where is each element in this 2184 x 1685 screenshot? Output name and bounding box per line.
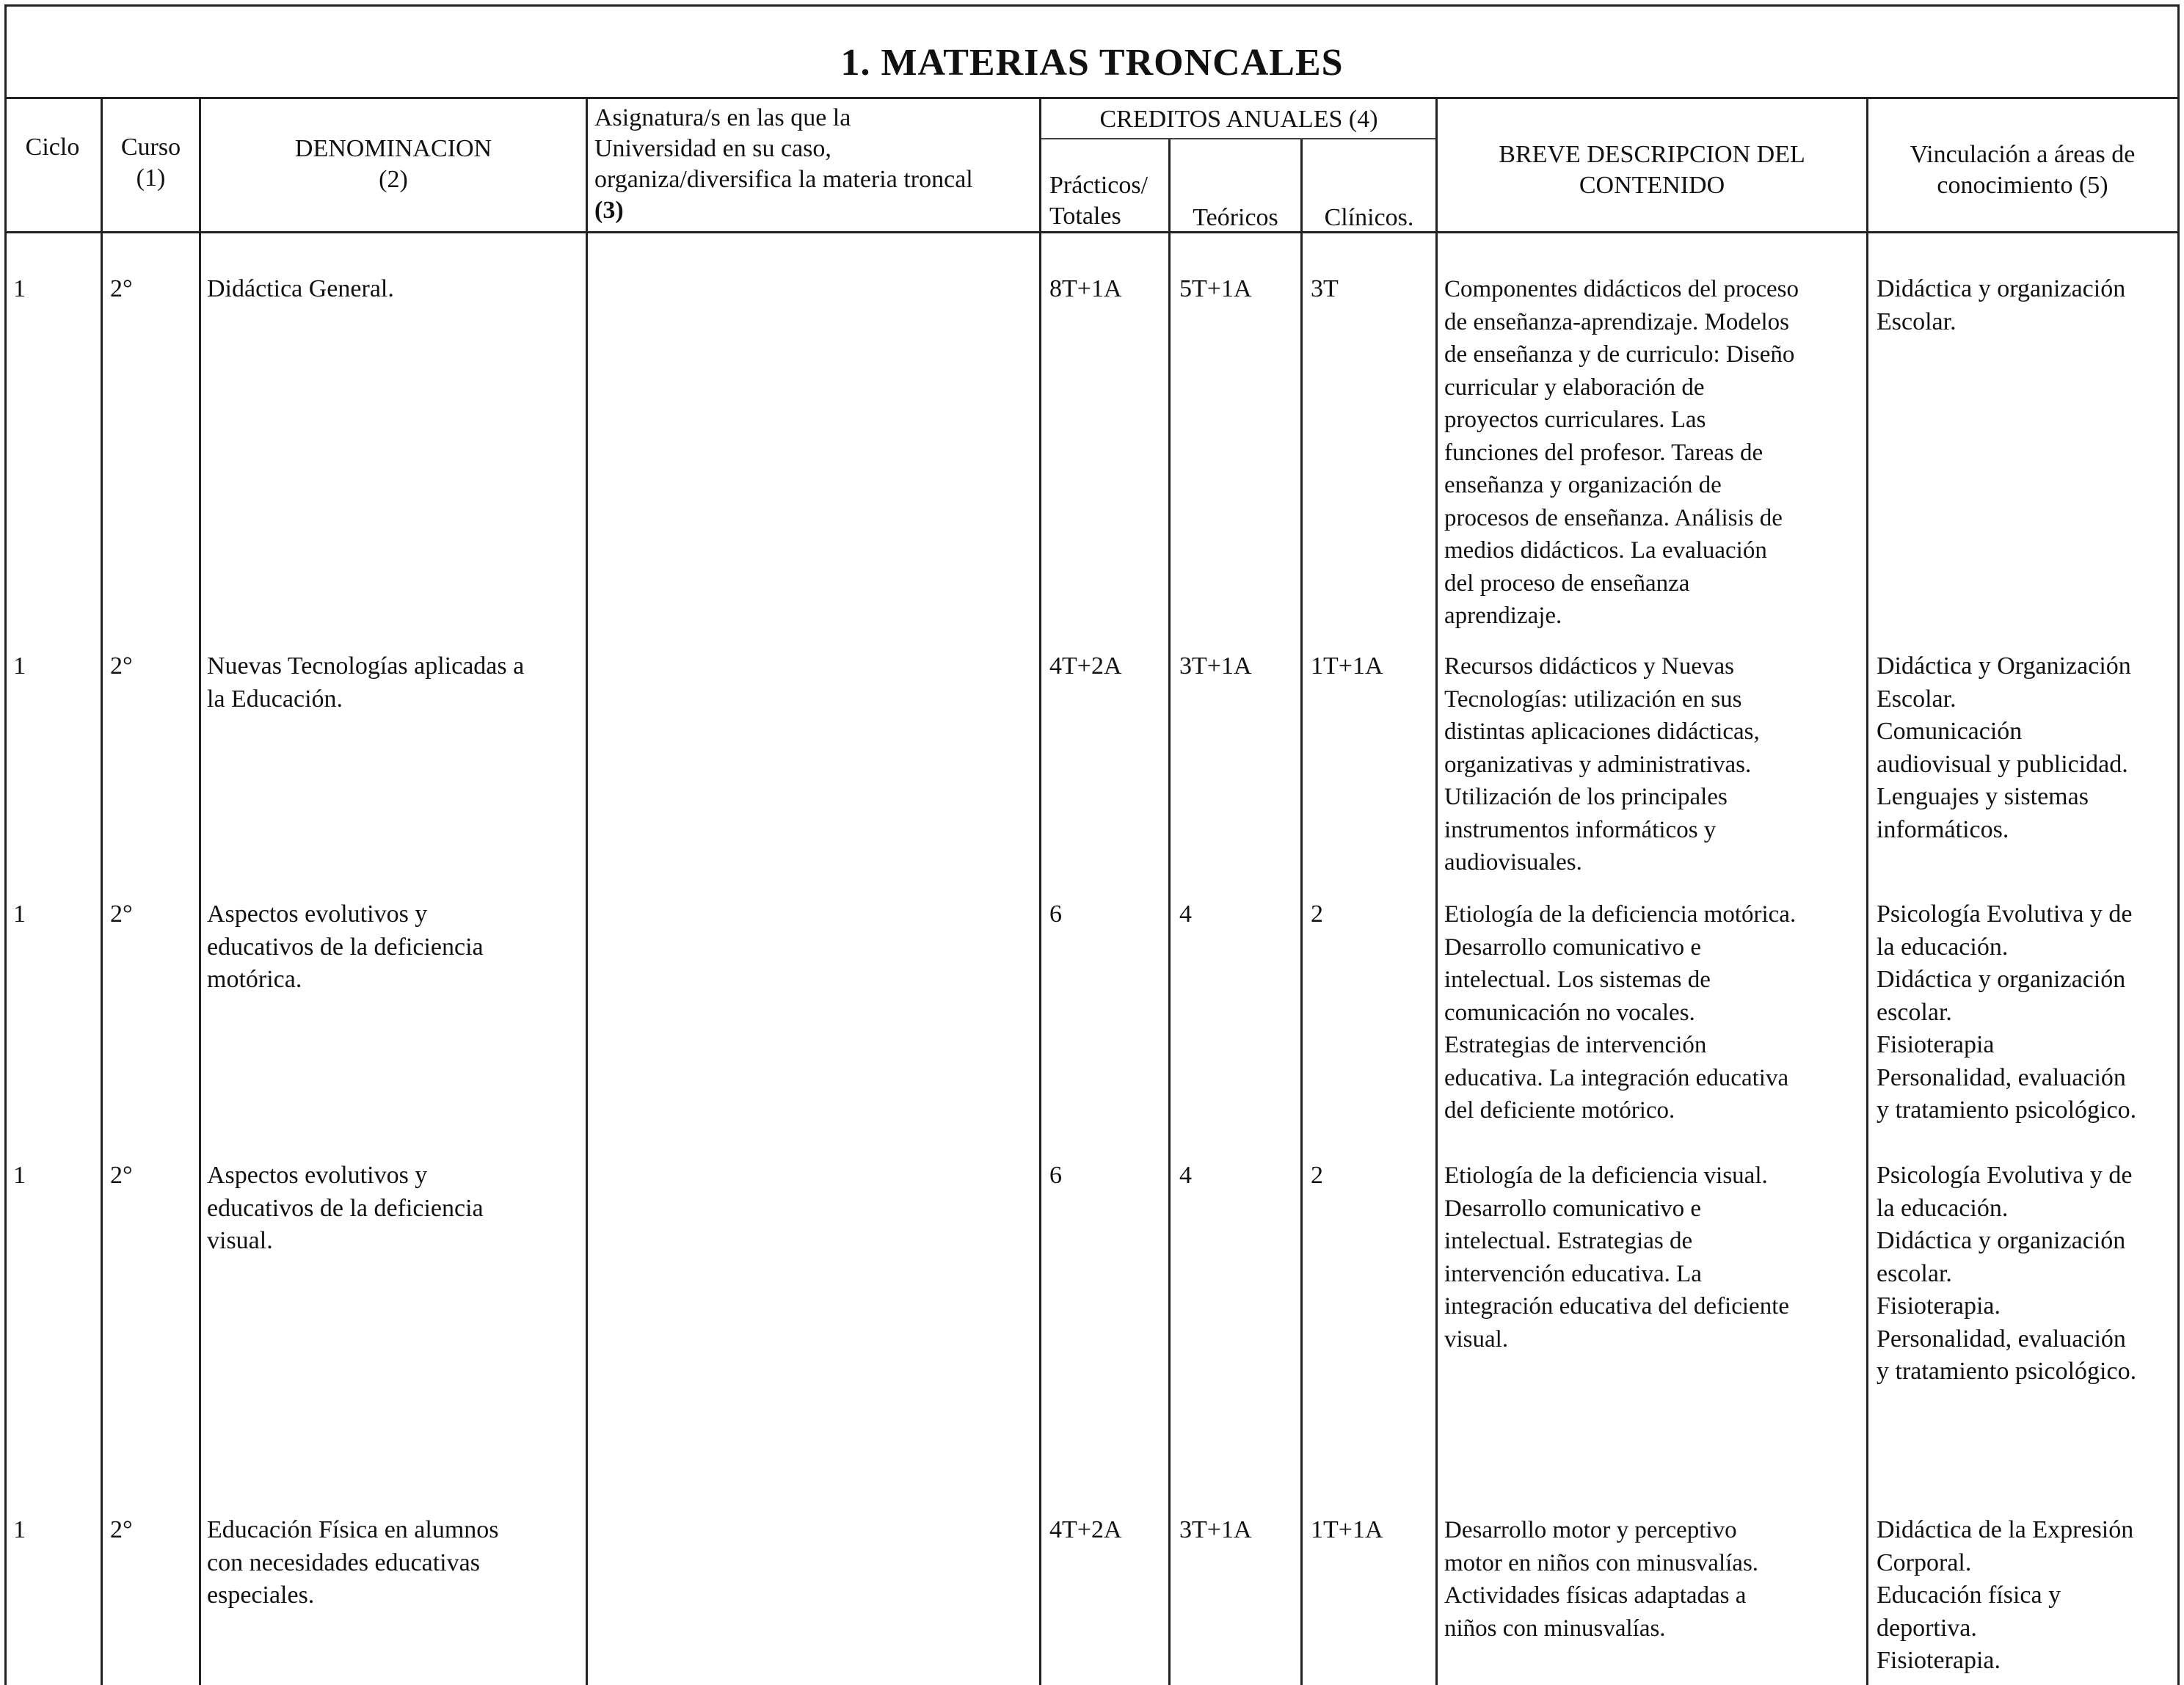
cell-teoricos: 3T+1A (1179, 1516, 1252, 1543)
cell-descripcion (1444, 1160, 1866, 1355)
col-rule-3 (586, 97, 588, 1685)
vinculacion-line: Escolar. (1877, 307, 1956, 335)
descripcion-line: comunicación no vocales. (1444, 999, 1695, 1026)
descripcion-line: integración educativa del deficiente (1444, 1293, 1790, 1320)
cell-descripcion (1444, 650, 1866, 879)
cell-clinicos: 1T+1A (1311, 1516, 1383, 1543)
descripcion-line: intervención educativa. La (1444, 1260, 1702, 1287)
cell-vinculacion (1877, 898, 2179, 1127)
vinculacion-line: Didáctica y organización (1877, 1227, 2126, 1254)
header-vinculacion-line2: conocimiento (5) (1937, 172, 2108, 199)
descripcion-line: Recursos didácticos y Nuevas (1444, 653, 1734, 680)
cell-descripcion (1444, 898, 1866, 1127)
descripcion-line: audiovisuales. (1444, 849, 1582, 876)
page-title: 1. MATERIAS TRONCALES (840, 42, 1344, 84)
header-denominacion-num: (2) (379, 166, 408, 193)
vinculacion-line: Fisioterapia. (1877, 1647, 2001, 1674)
descripcion-line: Actividades físicas adaptadas a (1444, 1582, 1747, 1609)
descripcion-line: funciones del profesor. Tareas de (1444, 439, 1763, 466)
col-rule-7 (1435, 97, 1438, 1685)
vinculacion-line: Escolar. (1877, 685, 1956, 713)
vinculacion-line: Didáctica y organización (1877, 275, 2126, 302)
cell-vinculacion (1877, 273, 2179, 338)
vinculacion-line: Educación física y (1877, 1582, 2061, 1609)
cell-curso: 2° (110, 275, 133, 302)
cell-vinculacion (1877, 1160, 2179, 1389)
denominacion-line: educativos de la deficiencia (207, 933, 484, 961)
col-rule-1 (101, 97, 103, 1685)
vinculacion-line: Lenguajes y sistemas (1877, 783, 2089, 810)
descripcion-line: de enseñanza-aprendizaje. Modelos (1444, 308, 1790, 335)
descripcion-line: Etiología de la deficiencia visual. (1444, 1162, 1768, 1189)
cell-teoricos: 4 (1179, 1162, 1192, 1189)
denominacion-line: motórica. (207, 966, 302, 993)
col-rule-8 (1866, 97, 1868, 1685)
cell-totales: 4T+2A (1049, 652, 1122, 680)
header-clinicos: Clínicos. (1324, 204, 1414, 231)
descripcion-line: enseñanza y organización de (1444, 472, 1722, 498)
header-breve-line1: BREVE DESCRIPCION DEL (1499, 141, 1805, 168)
descripcion-line: proyectos curriculares. Las (1444, 407, 1706, 433)
descripcion-line: educativa. La integración educativa (1444, 1064, 1789, 1091)
vinculacion-line: Corporal. (1877, 1548, 1972, 1576)
cell-vinculacion (1877, 1514, 2179, 1678)
cell-descripcion (1444, 273, 1866, 633)
header-practicos-line1: Prácticos/ (1049, 172, 1149, 199)
header-breve-line2: CONTENIDO (1579, 172, 1725, 199)
descripcion-line: aprendizaje. (1444, 603, 1562, 629)
descripcion-line: Desarrollo motor y perceptivo (1444, 1517, 1737, 1543)
cell-denominacion (207, 273, 581, 306)
header-practicos (1049, 170, 1167, 232)
header-denominacion (201, 134, 586, 195)
descripcion-line: Estrategias de intervención (1444, 1032, 1707, 1058)
col-rule-2 (199, 97, 201, 1685)
descripcion-line: Etiología de la deficiencia motórica. (1444, 901, 1797, 928)
cell-denominacion (207, 898, 581, 997)
descripcion-line: Utilización de los principales (1444, 784, 1728, 810)
descripcion-line: medios didácticos. La evaluación (1444, 537, 1767, 564)
title-row (7, 7, 2177, 99)
descripcion-line: curricular y elaboración de (1444, 374, 1705, 401)
cell-denominacion (207, 1514, 581, 1612)
denominacion-line: con necesidades educativas (207, 1548, 480, 1576)
descripcion-line: organizativas y administrativas. (1444, 751, 1752, 778)
cell-ciclo: 1 (13, 275, 26, 302)
cell-teoricos: 3T+1A (1179, 652, 1252, 680)
header-asignatura (594, 103, 1039, 226)
header-practicos-line2: Totales (1049, 203, 1121, 230)
cell-clinicos: 3T (1311, 275, 1339, 302)
vinculacion-line: Psicología Evolutiva y de (1877, 1162, 2133, 1189)
cell-ciclo: 1 (13, 900, 26, 928)
header-asignatura-num: (3) (594, 197, 624, 224)
header-curso-num: (1) (136, 164, 166, 192)
header-curso (103, 132, 199, 194)
descripcion-line: Desarrollo comunicativo e (1444, 1195, 1702, 1222)
denominacion-line: Didáctica General. (207, 275, 394, 302)
vinculacion-line: Didáctica y organización (1877, 966, 2126, 993)
col-rule-5 (1168, 139, 1171, 1685)
descripcion-line: Componentes didácticos del proceso (1444, 276, 1799, 302)
cell-ciclo: 1 (13, 1516, 26, 1543)
vinculacion-line: Personalidad, evaluación (1877, 1063, 2126, 1091)
denominacion-line: Educación Física en alumnos (207, 1516, 499, 1543)
vinculacion-line: deportiva. (1877, 1614, 1977, 1642)
descripcion-line: visual. (1444, 1325, 1509, 1353)
vinculacion-line: Fisioterapia. (1877, 1292, 2001, 1320)
descripcion-line: Desarrollo comunicativo e (1444, 934, 1702, 961)
denominacion-line: Aspectos evolutivos y (207, 900, 428, 928)
creditos-rule (1041, 138, 1437, 139)
header-vinculacion (1868, 139, 2177, 201)
cell-denominacion (207, 1160, 581, 1258)
cell-curso: 2° (110, 900, 133, 928)
cell-totales: 8T+1A (1049, 275, 1122, 302)
descripcion-line: Tecnologías: utilización en sus (1444, 685, 1742, 713)
col-rule-6 (1300, 139, 1303, 1685)
vinculacion-line: informáticos. (1877, 815, 2009, 843)
header-teoricos: Teóricos (1193, 204, 1278, 231)
cell-teoricos: 5T+1A (1179, 275, 1252, 302)
col-rule-4 (1039, 97, 1041, 1685)
denominacion-line: Aspectos evolutivos y (207, 1162, 428, 1189)
header-asignatura-line1: Asignatura/s en las que la (594, 104, 851, 131)
vinculacion-line: audiovisual y publicidad. (1877, 750, 2128, 778)
vinculacion-line: Comunicación (1877, 718, 2023, 745)
vinculacion-line: Psicología Evolutiva y de (1877, 900, 2133, 928)
vinculacion-line: escolar. (1877, 1259, 1952, 1287)
header-vinculacion-line1: Vinculación a áreas de (1910, 141, 2136, 168)
denominacion-line: educativos de la deficiencia (207, 1194, 484, 1222)
descripcion-line: distintas aplicaciones didácticas, (1444, 718, 1760, 745)
cell-teoricos: 4 (1179, 900, 1192, 928)
vinculacion-line: y tratamiento psicológico. (1877, 1096, 2137, 1124)
descripcion-line: intelectual. Los sistemas de (1444, 967, 1711, 993)
header-curso-label: Curso (120, 134, 181, 161)
cell-curso: 2° (110, 1516, 133, 1543)
header-creditos: CREDITOS ANUALES (4) (1099, 106, 1378, 133)
cell-totales: 6 (1049, 900, 1062, 928)
vinculacion-line: y tratamiento psicológico. (1877, 1358, 2137, 1385)
cell-ciclo: 1 (13, 652, 26, 680)
descripcion-line: niños con minusvalías. (1444, 1615, 1666, 1642)
cell-clinicos: 1T+1A (1311, 652, 1383, 680)
header-asignatura-line2: Universidad en su caso, (594, 135, 831, 162)
cell-totales: 6 (1049, 1162, 1062, 1189)
header-ciclo: Ciclo (25, 134, 80, 161)
cell-curso: 2° (110, 1162, 133, 1189)
descripcion-line: instrumentos informáticos y (1444, 816, 1717, 843)
denominacion-line: especiales. (207, 1582, 315, 1609)
descripcion-line: motor en niños con minusvalías. (1444, 1549, 1759, 1576)
descripcion-line: del proceso de enseñanza (1444, 569, 1690, 597)
vinculacion-line: Didáctica y Organización (1877, 652, 2131, 680)
vinculacion-line: Fisioterapia (1877, 1031, 1995, 1058)
header-breve (1438, 139, 1866, 201)
descripcion-line: intelectual. Estrategias de (1444, 1228, 1693, 1254)
header-asignatura-line3: organiza/diversifica la materia troncal (594, 166, 973, 193)
denominacion-line: Nuevas Tecnologías aplicadas a (207, 652, 525, 680)
cell-curso: 2° (110, 652, 133, 680)
vinculacion-line: la educación. (1877, 1194, 2009, 1222)
descripcion-line: de enseñanza y de curriculo: Diseño (1444, 341, 1795, 368)
cell-totales: 4T+2A (1049, 1516, 1122, 1543)
denominacion-line: visual. (207, 1227, 273, 1254)
cell-descripcion (1444, 1514, 1866, 1645)
cell-denominacion (207, 650, 581, 716)
denominacion-line: la Educación. (207, 685, 343, 713)
descripcion-line: del deficiente motórico. (1444, 1097, 1675, 1124)
cell-clinicos: 2 (1311, 1162, 1323, 1189)
vinculacion-line: la educación. (1877, 933, 2009, 961)
vinculacion-line: Didáctica de la Expresión (1877, 1516, 2134, 1543)
header-denominacion-label: DENOMINACION (294, 135, 492, 162)
vinculacion-line: Personalidad, evaluación (1877, 1325, 2126, 1353)
cell-vinculacion (1877, 650, 2179, 846)
cell-ciclo: 1 (13, 1162, 26, 1189)
descripcion-line: procesos de enseñanza. Análisis de (1444, 504, 1783, 531)
cell-clinicos: 2 (1311, 900, 1323, 928)
vinculacion-line: escolar. (1877, 998, 1952, 1026)
